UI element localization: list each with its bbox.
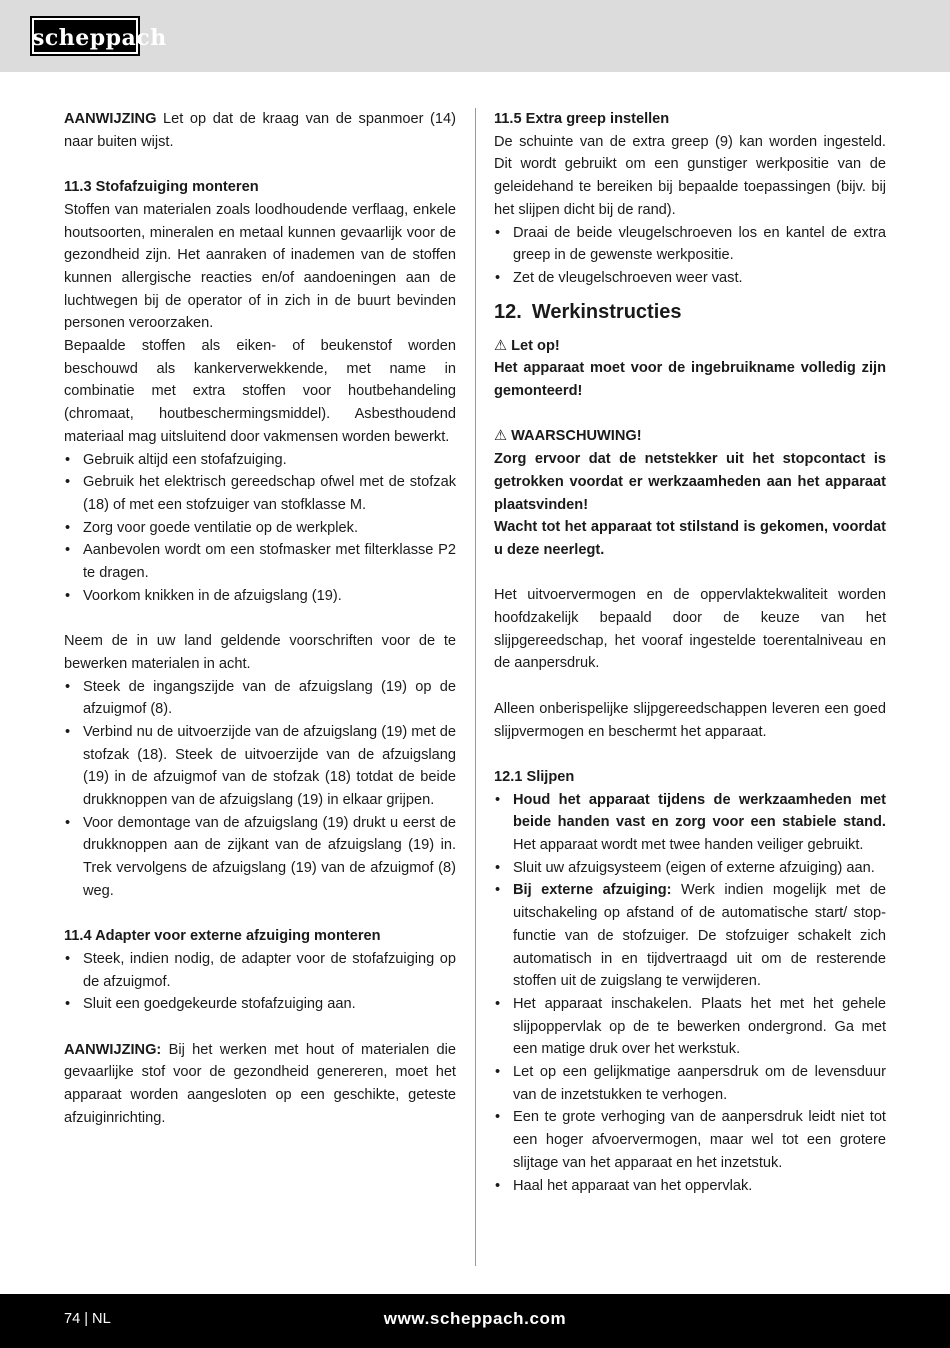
list-item: • Bij externe afzuiging: Werk indien mogelijk met de uitschakeling op afstand of de automatische start/ stop-functie van de stofzuiger. De stofzuiger schakelt zich automatisch in en tijdvertraagd uit om de resterende stoffen uit de zuigslang te verwijderen. [494, 879, 886, 993]
warning-triangle-icon: ⚠ [494, 428, 508, 445]
list-item: • Sluit uw afzuigsysteem (eigen of externe afzuiging) aan. [494, 857, 886, 880]
list-item: • Houd het apparaat tijdens de werkzaamheden met beide handen vast en zorg voor een stabiele stand. Het apparaat wordt met twee handen veiliger gebruikt. [494, 789, 886, 857]
section-heading-12 [494, 300, 886, 324]
language-code: NL [92, 1311, 111, 1327]
list-item: • Steek de ingangszijde van de afzuigslang (19) op de afzuigmof (8). [64, 676, 456, 721]
body-paragraph: Neem de in uw land geldende voorschriften voor de te bewerken materialen in acht. [64, 633, 456, 672]
column-divider [475, 108, 476, 1266]
section-heading-11-5: 11.5 Extra greep instellen [494, 111, 670, 127]
body-paragraph: Het uitvoervermogen en de oppervlaktekwaliteit worden hoofdzakelijk bepaald door de keuze van het slijpgereedschap, het vooraf ingestelde toerentalniveau en de aanpersdruk. [494, 587, 886, 672]
page-header [0, 0, 950, 72]
list-item: • Draai de beide vleugelschroeven los en kantel de extra greep in de gewenste werkpositie. [494, 222, 886, 267]
section-heading-11-3: 11.3 Stofafzuiging monteren [64, 179, 259, 196]
page-footer [0, 1294, 950, 1348]
warning-title: ⚠ Let op! [494, 337, 560, 354]
note-paragraph [64, 1039, 456, 1130]
bullet-list [64, 676, 456, 903]
list-item: • Voorkom knikken in de afzuigslang (19). [64, 585, 456, 608]
list-item: • Een te grote verhoging van de aanpersdruk leidt niet tot een hoger afvoervermogen, maar wel tot een grotere slijtage van het apparaat en het inzetstuk. [494, 1106, 886, 1174]
body-paragraph: Stoffen van materialen zoals loodhoudende verflaag, enkele houtsoorten, mineralen en metaal kunnen gevaarlijk voor de gezondheid zijn. Het aanraken of inademen van de stoffen kunnen allergische reacties en/of aandoeningen aan de luchtwegen bij de operator of in zich in de buurt bevinden personen veroorzaken. [64, 201, 456, 332]
body-paragraph: Bepaalde stoffen als eiken- of beukenstof worden beschouwd als kankerverwekkende, met name in combinatie met extra stoffen voor houtbehandeling (chromaat, houtbeschermingsmiddel). Asbesthoudend materiaal mag uitsluitend door vakmensen worden bewerkt. [64, 338, 456, 445]
note-label: AANWIJZING [64, 111, 157, 127]
warning-title: ⚠ WAARSCHUWING! [494, 428, 642, 445]
list-item: • Het apparaat inschakelen. Plaats het met het gehele slijpoppervlak op de te bewerken ondergrond. Ga met een matige druk over het werkstuk. [494, 993, 886, 1061]
left-column [64, 108, 456, 1130]
section-number: 12. [494, 300, 522, 323]
bullet-list [494, 222, 886, 290]
page-number: 74 [64, 1311, 81, 1327]
list-item: • Haal het apparaat van het oppervlak. [494, 1175, 886, 1198]
warning-text: Het apparaat moet voor de ingebruikname volledig zijn gemonteerd! [494, 360, 886, 400]
body-paragraph: Alleen onberispelijke slijpgereedschappen leveren een goed slijpvermogen en beschermt het apparaat. [494, 700, 886, 740]
section-title: Werkinstructies [531, 300, 682, 323]
warning-triangle-icon: ⚠ [494, 337, 508, 354]
bullet-list [64, 948, 456, 1016]
list-item: • Let op een gelijkmatige aanpersdruk om de levensduur van de inzetstukken te verhogen. [494, 1061, 886, 1106]
list-item: • Sluit een goedgekeurde stofafzuiging aan. [64, 993, 456, 1016]
note-text: Bij het werken met hout of materialen die gevaarlijke stof voor de gezondheid genereren, moet het apparaat worden aangesloten op een geschikte, geteste afzuiginrichting. [64, 1041, 456, 1126]
warning-text: Zorg ervoor dat de netstekker uit het stopcontact is getrokken voordat er werkzaamheden aan het apparaat plaatsvinden! [494, 451, 886, 513]
bullet-list [64, 449, 456, 608]
right-column [494, 108, 886, 1197]
list-item: • Zet de vleugelschroeven weer vast. [494, 267, 886, 290]
list-item: • Gebruik altijd een stofafzuiging. [64, 449, 456, 472]
separator: | [84, 1311, 89, 1327]
note-paragraph [64, 108, 456, 153]
list-item: • Verbind nu de uitvoerzijde van de afzuigslang (19) met de stofzak (18). Steek de uitvoerzijde van de afzuigslang (19) in de afzuigmof van de stofzak (18) totdat de beide drukknoppen van de afzuigslang (19) in elkaar grijpen. [64, 721, 456, 812]
brand-logo: scheppach [30, 16, 140, 56]
list-item: • Steek, indien nodig, de adapter voor de stofafzuiging op de afzuigmof. [64, 948, 456, 993]
body-paragraph: De schuinte van de extra greep (9) kan worden ingesteld. Dit wordt gebruikt om een gunstiger werkpositie van de geleidehand te bereiken bij bepaalde toepassingen (bijv. bij het slijpen dicht bij de rand). [494, 133, 886, 218]
section-heading-12-1: 12.1 Slijpen [494, 768, 575, 785]
list-item: • Gebruik het elektrisch gereedschap ofwel met de stofzak (18) of met een stofzuiger van stofklasse M. [64, 471, 456, 516]
website-url[interactable]: www.scheppach.com [383, 1309, 567, 1328]
list-item: • Aanbevolen wordt om een stofmasker met filterklasse P2 te dragen. [64, 539, 456, 584]
list-item: • Zorg voor goede ventilatie op de werkplek. [64, 517, 456, 540]
list-item: • Voor demontage van de afzuigslang (19) drukt u eerst de drukknoppen aan de zijkant van de afzuigslang (19) in. Trek vervolgens de afzuigslang (19) van de afzuigmof (8) weg. [64, 812, 456, 903]
bullet-list [494, 789, 886, 1198]
warning-text: Wacht tot het apparaat tot stilstand is gekomen, voordat u deze neerlegt. [494, 519, 886, 558]
note-text: Let op dat de kraag van de spanmoer (14) naar buiten wijst. [64, 111, 456, 150]
section-heading-11-4: 11.4 Adapter voor externe afzuiging monteren [64, 928, 381, 945]
note-label: AANWIJZING: [64, 1041, 162, 1058]
